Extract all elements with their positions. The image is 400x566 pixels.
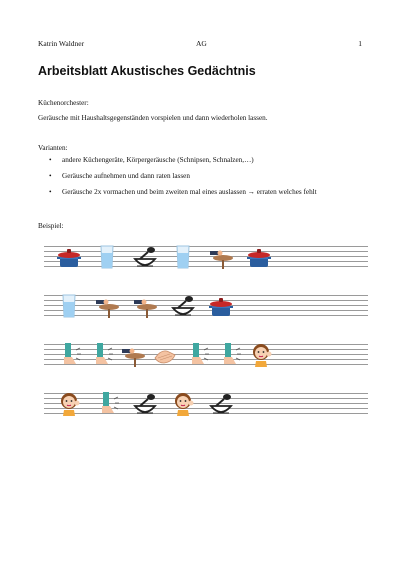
hammer-table-icon [208,244,234,270]
girl-listening-icon [170,391,196,417]
glass-icon [170,244,196,270]
staff-line [44,300,368,301]
staff-line [44,408,368,409]
header-center-label: AG [196,39,207,48]
list-item: • Geräusche 2x vormachen und beim zweiten mal eines auslassen → erraten welches fehlt [49,188,317,196]
staff-row [38,344,368,366]
girl-listening-icon [248,342,274,368]
list-item: • Geräusche aufnehmen und dann raten lassen [49,172,190,180]
clap-hands-icon [152,342,178,368]
list-item-text: Geräusche aufnehmen und dann raten lassen [62,172,190,180]
spoon-bowl-icon [208,391,234,417]
pot-icon [246,244,272,270]
hammer-table-icon [120,342,146,368]
staff-line [44,266,368,267]
foot-stomp-icon [56,342,82,368]
staff-line [44,261,368,262]
staff-row [38,246,368,268]
hammer-table-icon [132,293,158,319]
pot-icon [56,244,82,270]
pot-icon [208,293,234,319]
staff-line [44,305,368,306]
glass-icon [56,293,82,319]
staff-line [44,251,368,252]
staff-line [44,256,368,257]
girl-listening-icon [56,391,82,417]
staff-line [44,315,368,316]
staff-line [44,413,368,414]
list-item-text: Geräusche 2x vormachen und beim zweiten mal eines auslassen → erraten welches fehlt [62,188,317,196]
list-item-text: andere Küchengeräte, Körpergeräusche (Schnipsen, Schnalzen,…) [62,156,254,164]
foot-stomp-icon [88,342,114,368]
glass-icon [94,244,120,270]
header-author: Katrin Waldner [38,39,85,48]
staff-line [44,295,368,296]
example-staff-area [38,236,368,442]
staff-line [44,398,368,399]
variants-heading: Varianten: [38,144,68,152]
foot-stomp-icon [216,342,242,368]
staff-line [44,310,368,311]
header-page-number: 1 [358,39,362,48]
page-title: Arbeitsblatt Akustisches Gedächtnis [38,64,256,78]
list-item: • andere Küchengeräte, Körpergeräusche (Schnipsen, Schnalzen,…) [49,156,254,164]
spoon-bowl-icon [170,293,196,319]
staff-row [38,295,368,317]
spoon-bowl-icon [132,244,158,270]
staff-row [38,393,368,415]
section-description: Geräusche mit Haushaltsgegenständen vorspielen und dann wiederholen lassen. [38,114,268,122]
example-heading: Beispiel: [38,222,64,230]
spoon-bowl-icon [132,391,158,417]
staff-line [44,393,368,394]
staff-line [44,403,368,404]
section-heading: Küchenorchester: [38,99,89,107]
foot-stomp-icon [94,391,120,417]
staff-line [44,246,368,247]
variants-list [38,156,317,204]
hammer-table-icon [94,293,120,319]
foot-stomp-icon [184,342,210,368]
